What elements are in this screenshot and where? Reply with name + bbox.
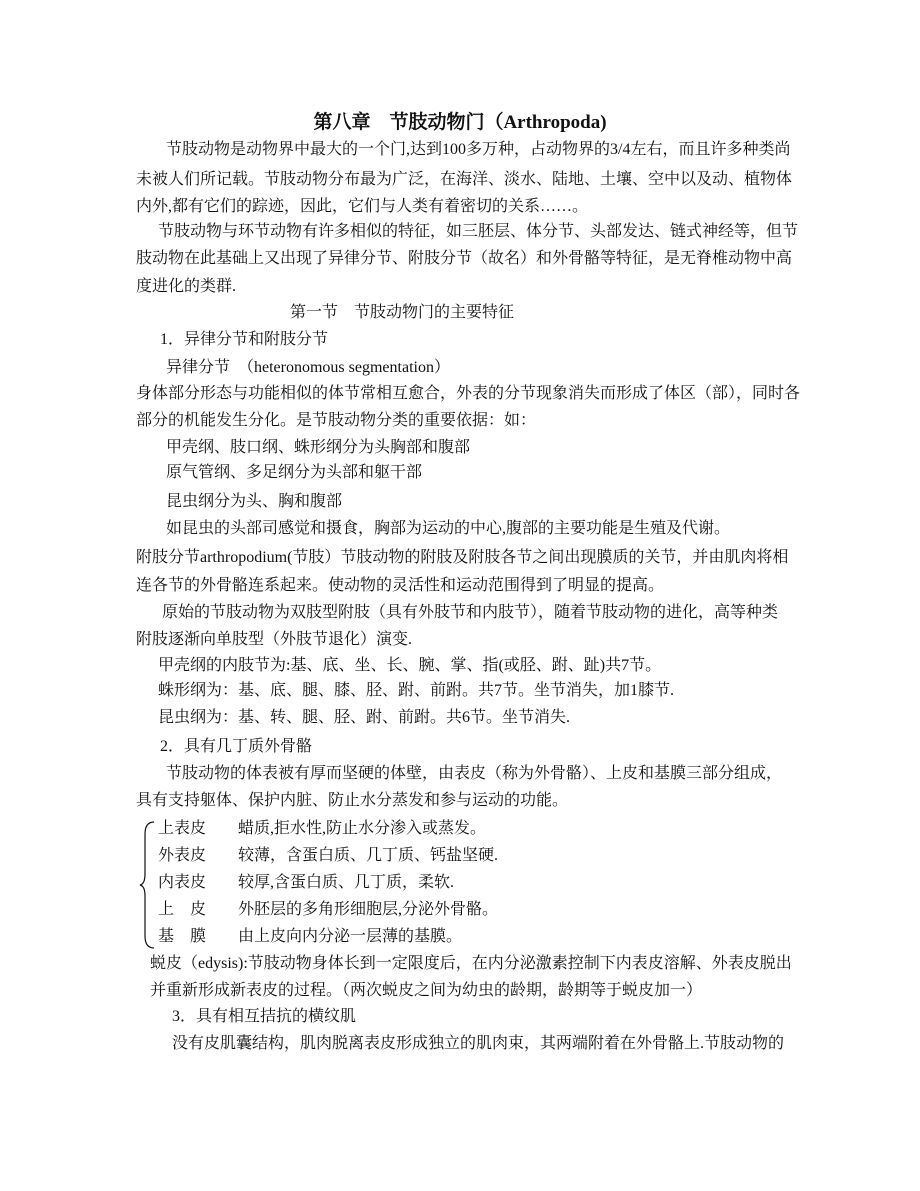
paragraph-line: 节肢动物与环节动物有许多相似的特征，如三胚层、体分节、头部发达、链式神经等，但节 [158,223,799,240]
paragraph-line: 具有支持躯体、保护内脏、防止水分蒸发和参与运动的功能。 [136,792,569,809]
paragraph-line: 并重新形成新表皮的过程。（两次蜕皮之间为幼虫的龄期，龄期等于蜕皮加一） [150,982,703,999]
layer-desc: 蜡质,拒水性,防止水分渗入或蒸发。 [238,820,487,837]
layer-name: 内表皮 [158,874,207,891]
subsection-heading: 2．具有几丁质外骨骼 [160,738,313,755]
layer-name: 上表皮 [158,820,207,837]
paragraph-line: 部分的机能发生分化。是节肢动物分类的重要依据：如： [136,412,537,429]
brace-icon [138,820,158,950]
layer-desc: 较薄，含蛋白质、几丁质、钙盐坚硬. [238,847,499,864]
list-item: 甲壳纲、肢口纲、蛛形纲分为头胸部和腹部 [166,439,471,456]
layer-name: 基 膜 [158,928,207,945]
list-item: 昆虫纲为：基、转、腿、胫、跗、前跗。共6节。坐节消失. [158,709,571,726]
list-item: 原气管纲、多足纲分为头部和躯干部 [166,464,423,481]
paragraph-line: 肢动物在此基础上又出现了异律分节、附肢分节（故名）和外骨骼等特征，是无脊椎动物中高 [136,250,793,267]
paragraph-line: 蜕皮（edysis):节肢动物身体长到一定限度后，在内分泌激素控制下内表皮溶解、外表皮脱出 [150,955,792,972]
paragraph-line: 节肢动物的体表被有厚而坚硬的体壁，由表皮（称为外骨骼）、上皮和基膜三部分组成， [166,765,783,782]
paragraph-line: 没有皮肌囊结构，肌肉脱离表皮形成独立的肌肉束，其两端附着在外骨骼上.节肢动物的 [172,1035,785,1052]
section-heading: 第一节 节肢动物门的主要特征 [290,304,515,321]
paragraph-line: 附肢逐渐向单肢型（外肢节退化）演变. [136,631,413,648]
paragraph-line: 连各节的外骨骼连系起来。使动物的灵活性和运动范围得到了明显的提高。 [136,577,665,594]
subsection-heading: 3．具有相互拮抗的横纹肌 [172,1008,357,1025]
layer-name: 上 皮 [158,901,207,918]
term-heading: 异律分节 （heteronomous segmentation） [166,359,450,376]
subsection-heading: 1．异律分节和附肢分节 [160,331,329,348]
paragraph-line: 未被人们所记载。节肢动物分布最为广泛，在海洋、淡水、陆地、土壤、空中以及动、植物体 [136,171,793,188]
paragraph-line: 身体部分形态与功能相似的体节常相互愈合，外表的分节现象消失而形成了体区（部），同时各 [136,385,801,402]
chapter-title: 第八章 节肢动物门（Arthropoda) [313,112,607,133]
paragraph-line: 度进化的类群. [136,278,237,295]
layer-desc: 较厚,含蛋白质、几丁质，柔软. [238,874,455,891]
layer-name: 外表皮 [158,847,207,864]
layer-desc: 由上皮向内分泌一层薄的基膜。 [238,928,463,945]
paragraph-line: 如昆虫的头部司感觉和摄食，胸部为运动的中心,腹部的主要功能是生殖及代谢。 [166,520,731,537]
list-item: 昆虫纲分为头、胸和腹部 [166,493,343,510]
paragraph-line: 附肢分节arthropodium(节肢）节肢动物的附肢及附肢各节之间出现膜质的关节，并由肌肉将相 [136,549,789,566]
list-item: 甲壳纲的内肢节为:基、底、坐、长、腕、掌、指(或胫、跗、趾)共7节。 [158,657,662,674]
paragraph-line: 原始的节肢动物为双肢型附肢（具有外肢节和内肢节），随着节肢动物的进化，高等种类 [162,604,779,621]
list-item: 蛛形纲为：基、底、腿、膝、胫、跗、前跗。共7节。坐节消失，加1膝节. [158,682,675,699]
paragraph-line: 内外,都有它们的踪迹，因此，它们与人类有着密切的关系……。 [136,198,589,215]
layer-desc: 外胚层的多角形细胞层,分泌外骨骼。 [238,901,499,918]
paragraph-line: 节肢动物是动物界中最大的一个门,达到100多万种，占动物界的3/4左右，而且许多种类尚 [166,141,791,158]
